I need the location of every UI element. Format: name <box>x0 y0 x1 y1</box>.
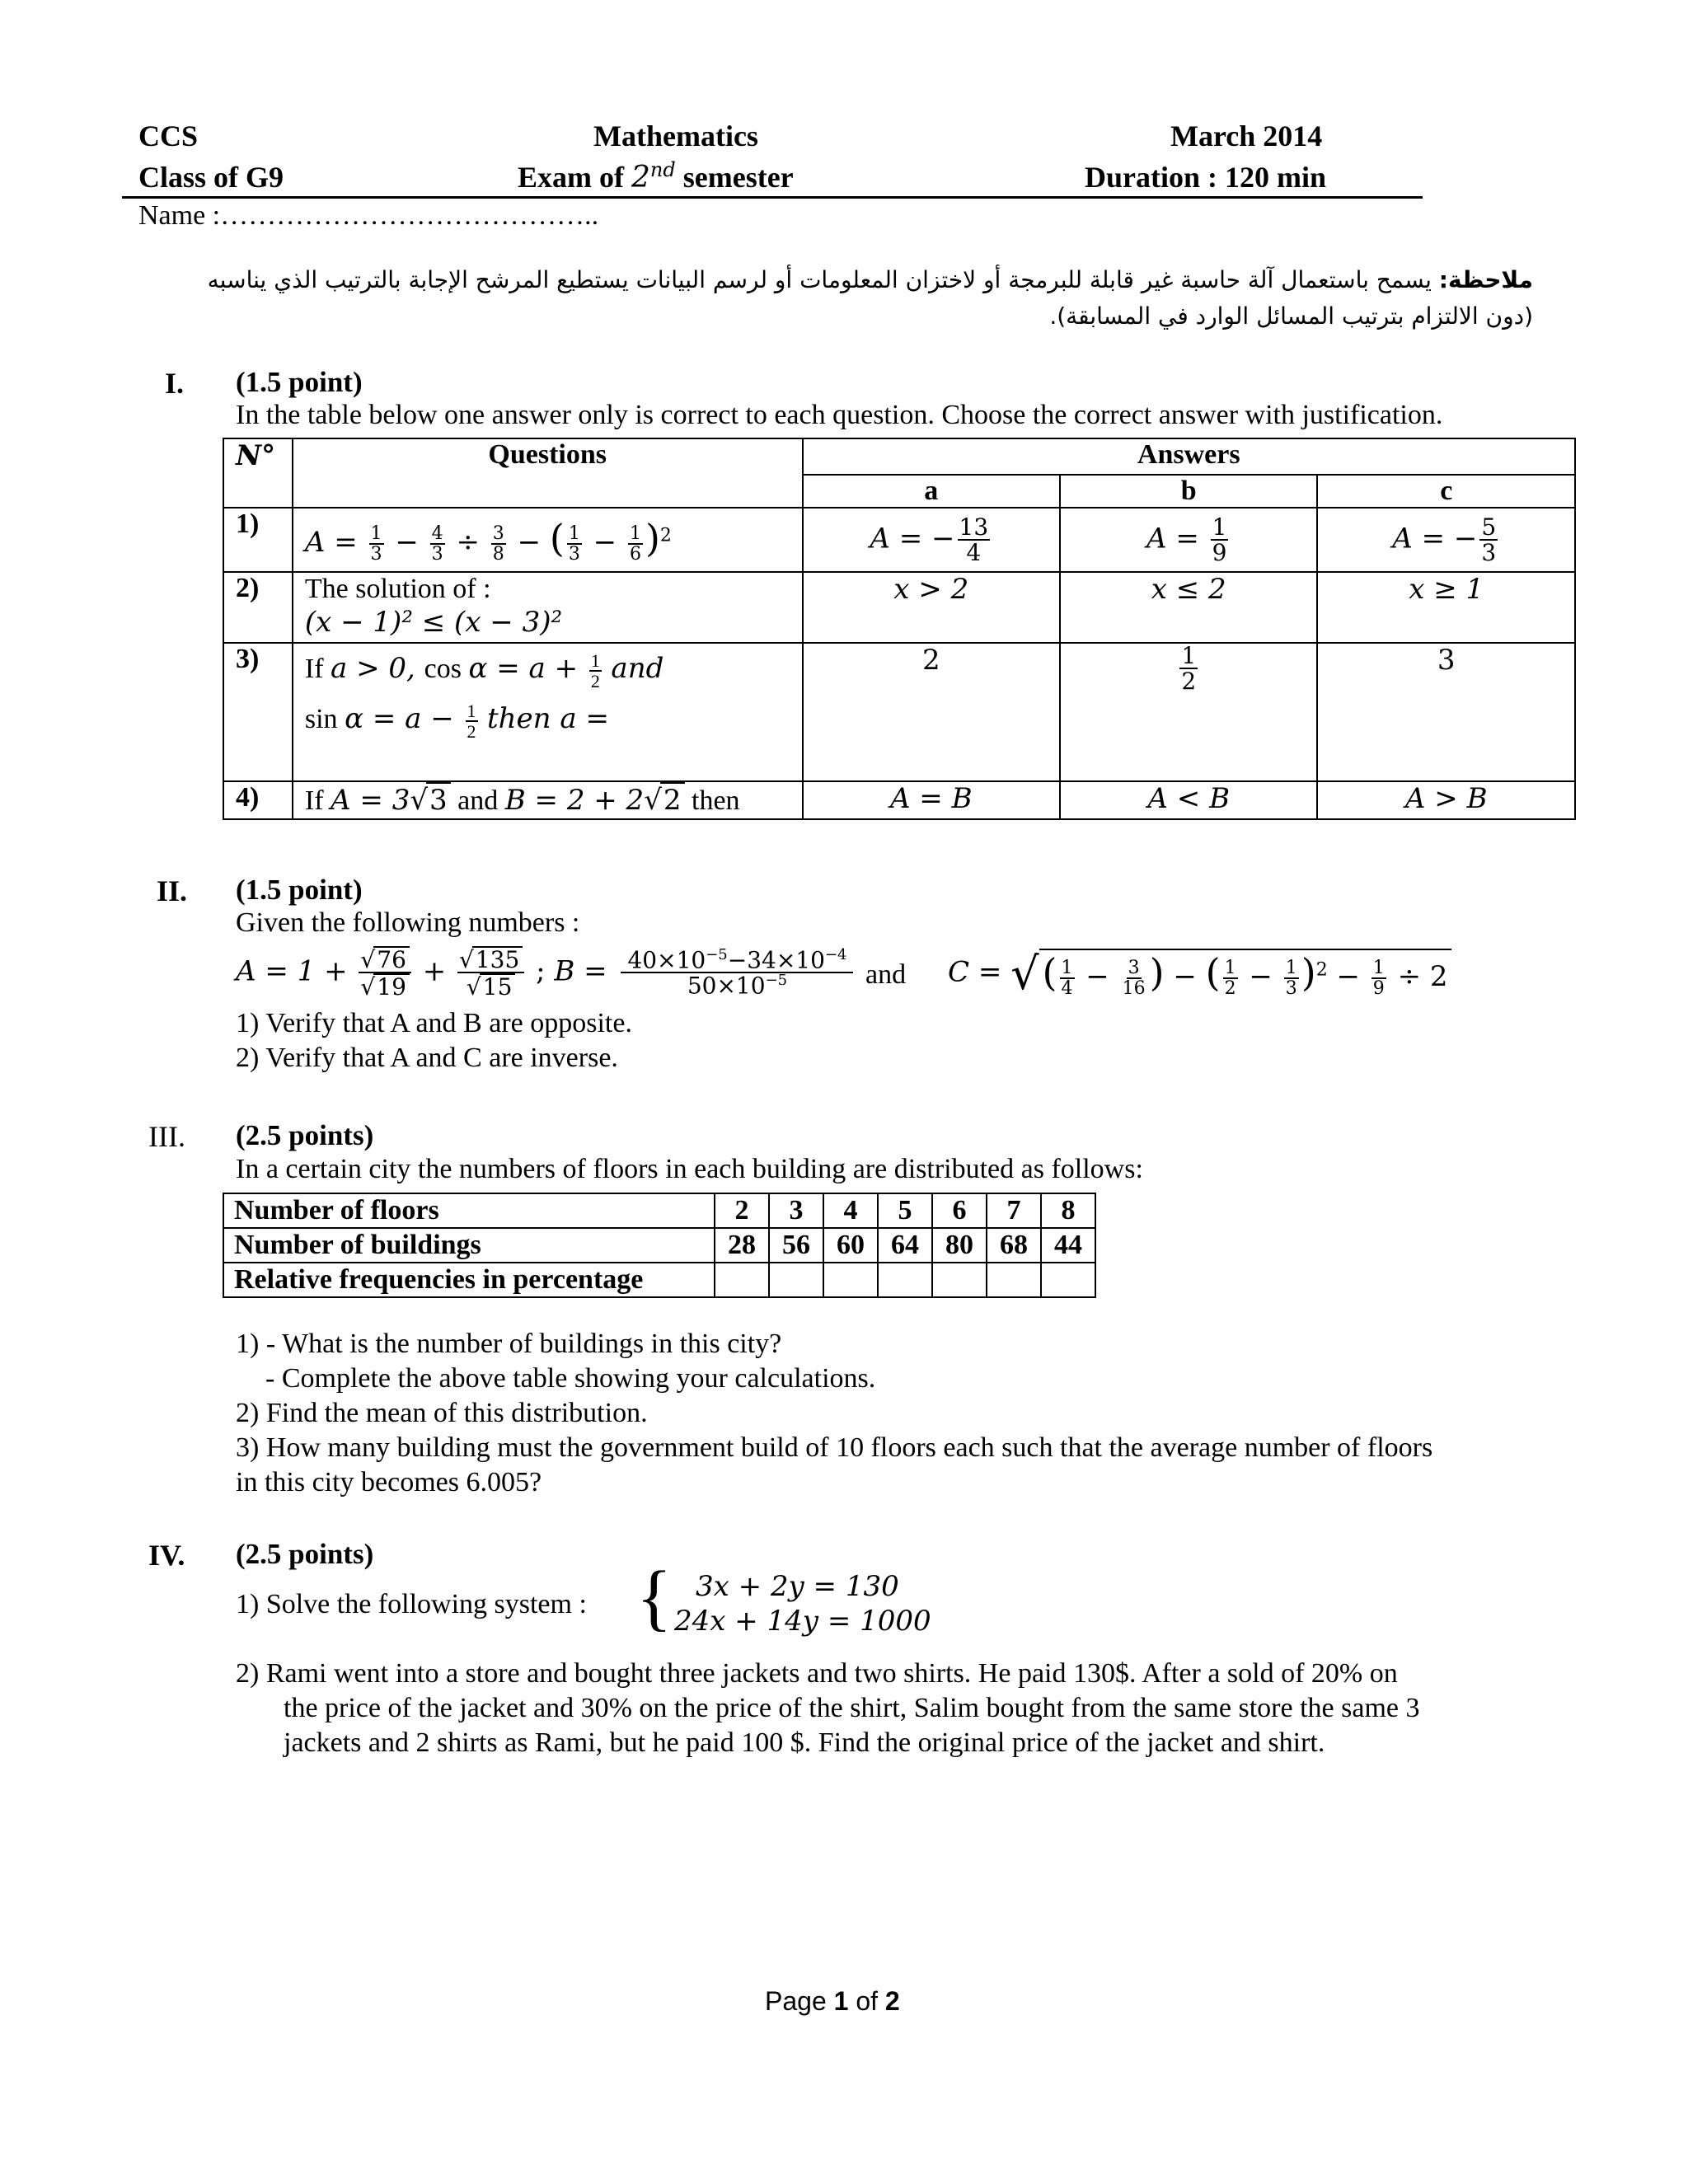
q3-numeral: III. <box>148 1120 185 1153</box>
expression-c: C = √( $\frac{1}{4}$ − $\frac{3}{16}$ ) − ( $\frac{1}{2}$ − $\frac{1}{3}$ )$^2$ − $\frac{1}{9}$ ÷ 2 <box>948 948 1451 1000</box>
frequency-table <box>223 1193 1096 1298</box>
exam-duration: Duration : 120 min <box>1085 161 1327 194</box>
school-name: CCS <box>138 120 199 152</box>
q2-points: (1.5 point) <box>236 874 363 906</box>
q4-numeral: IV. <box>148 1539 185 1572</box>
question-2: The solution of : (x − 1)² ≤ (x − 3)² <box>293 572 803 643</box>
exam-date: March 2014 <box>1170 120 1323 152</box>
q1-points: (1.5 point) <box>236 366 363 398</box>
page-number: Page 1 of 2 <box>765 1986 900 2016</box>
table-row: 1) A = $\frac{1}{3}$ − $\frac{4}{3}$ ÷ $\frac{3}{8}$ − ( $\frac{1}{3}$ − $\frac{1}{6}$ )$^2$ A = − $\frac{13}{4}$ A = $\frac{1}{9}$ A = − $\frac{5}{3}$ <box>223 508 1575 572</box>
and-word: and <box>865 959 907 990</box>
header-rule <box>122 196 1423 199</box>
q4-item-2b: the price of the jacket and 30% on the price of the shirt, Salim bought from the same store the same 3 <box>284 1693 1420 1723</box>
q3-item-3a: 3) How many building must the government build of 10 floors each such that the average number of floors <box>236 1432 1433 1463</box>
system-brace: { <box>636 1557 673 1638</box>
name-field: Name :………………………………….. <box>138 200 599 231</box>
table-row: 4) If A = 3√3 and B = 2 + 2√2 then A = B A < B A > B <box>223 781 1575 819</box>
q4-points: (2.5 points) <box>236 1538 374 1570</box>
table-row: 2) The solution of : (x − 1)² ≤ (x − 3)² x > 2 x ≤ 2 x ≥ 1 <box>223 572 1575 643</box>
row-floors-label: Number of floors <box>223 1193 715 1228</box>
col-c-header: c <box>1317 475 1575 508</box>
question-4: If A = 3√3 and B = 2 + 2√2 then <box>293 781 803 819</box>
row-buildings-label: Number of buildings <box>223 1228 715 1263</box>
q3-item-3b: in this city becomes 6.005? <box>236 1467 542 1497</box>
exam-note: ملاحظة: يسمح باستعمال آلة حاسبة غير قابلة للبرمجة أو لاختزان المعلومات أو لرسم البيانات يستطيع المرشح الإجابة بالترتيب الذي يناسبه (دون الالتزام بترتيب المسائل الوارد في المسابقة). <box>207 266 1533 330</box>
table-row: 3) If a > 0, cos α = a + $\frac{1}{2}$ and sin α = a − $\frac{1}{2}$ then a = 2 $\frac{1}{2}$ 3 <box>223 643 1575 781</box>
q4-item-2a: 2) Rami went into a store and bought three jackets and two shirts. He paid 130$. After a sold of 20% on <box>236 1658 1398 1689</box>
answer-2b: x ≤ 2 <box>1060 572 1317 643</box>
answer-1c: A = − $\frac{5}{3}$ <box>1317 508 1575 572</box>
q2-intro: Given the following numbers : <box>236 907 580 938</box>
q1-numeral: I. <box>165 367 185 400</box>
table-row: Number of floors 2 3 4 5 6 7 8 <box>223 1193 1095 1228</box>
q1-instruction: In the table below one answer only is correct to each question. Choose the correct answer with justification. <box>236 400 1443 430</box>
subject-title: Mathematics <box>593 120 758 152</box>
expression-a-b: A = 1 + $\frac{√76}{√19}$ + $\frac{√135}{√15}$ ; B = $\frac{40\times 10^{-5}-34\times 10^{-4}}{50\times 10^{-5}}$ <box>236 946 856 1000</box>
q4-item-1: 1) Solve the following system : <box>236 1589 587 1619</box>
class-label: Class of G9 <box>138 161 284 194</box>
question-1-expression: A = $\frac{1}{3}$ − $\frac{4}{3}$ ÷ $\frac{3}{8}$ − ( $\frac{1}{3}$ − $\frac{1}{6}$ )$^2$ <box>293 508 803 572</box>
answer-2c: x ≥ 1 <box>1317 572 1575 643</box>
col-b-header: b <box>1060 475 1317 508</box>
row-relative-freq-label: Relative frequencies in percentage <box>223 1263 715 1297</box>
answer-3c: 3 <box>1317 643 1575 781</box>
col-n-header: N° <box>223 438 293 508</box>
q2-item-2: 2) Verify that A and C are inverse. <box>236 1043 618 1073</box>
col-a-header: a <box>803 475 1060 508</box>
answer-1a: A = − $\frac{13}{4}$ <box>803 508 1060 572</box>
answer-4a: A = B <box>803 781 1060 819</box>
col-answers-header: Answers <box>803 438 1575 475</box>
answer-3b: $\frac{1}{2}$ <box>1060 643 1317 781</box>
answer-4b: A < B <box>1060 781 1317 819</box>
q3-intro: In a certain city the numbers of floors in each building are distributed as follows: <box>236 1154 1143 1184</box>
table-row <box>223 1263 1095 1297</box>
equation-2: 24x + 14y = 1000 <box>674 1605 931 1638</box>
answer-4c: A > B <box>1317 781 1575 819</box>
answer-1b: A = $\frac{1}{9}$ <box>1060 508 1317 572</box>
q2-item-1: 1) Verify that A and B are opposite. <box>236 1008 632 1038</box>
question-3: If a > 0, cos α = a + $\frac{1}{2}$ and sin α = a − $\frac{1}{2}$ then a = <box>293 643 803 781</box>
q3-item-1a: 1) - What is the number of buildings in this city? <box>236 1329 782 1359</box>
q3-item-1b: - Complete the above table showing your calculations. <box>265 1363 876 1394</box>
answer-3a: 2 <box>803 643 1060 781</box>
q2-numeral: II. <box>157 874 188 907</box>
equation-1: 3x + 2y = 130 <box>696 1570 899 1603</box>
q4-item-2c: jackets and 2 shirts as Rami, but he paid 100 $. Find the original price of the jacket and shirt. <box>284 1727 1325 1758</box>
q3-points: (2.5 points) <box>236 1119 374 1151</box>
mcq-table <box>223 438 1576 820</box>
answer-2a: x > 2 <box>803 572 1060 643</box>
col-questions-header: Questions <box>293 438 803 508</box>
exam-title: Exam of 2nd semester <box>518 158 794 194</box>
q3-item-2: 2) Find the mean of this distribution. <box>236 1398 648 1428</box>
equation-system <box>674 1569 931 1638</box>
table-row: Number of buildings 28 56 60 64 80 68 44 <box>223 1228 1095 1263</box>
